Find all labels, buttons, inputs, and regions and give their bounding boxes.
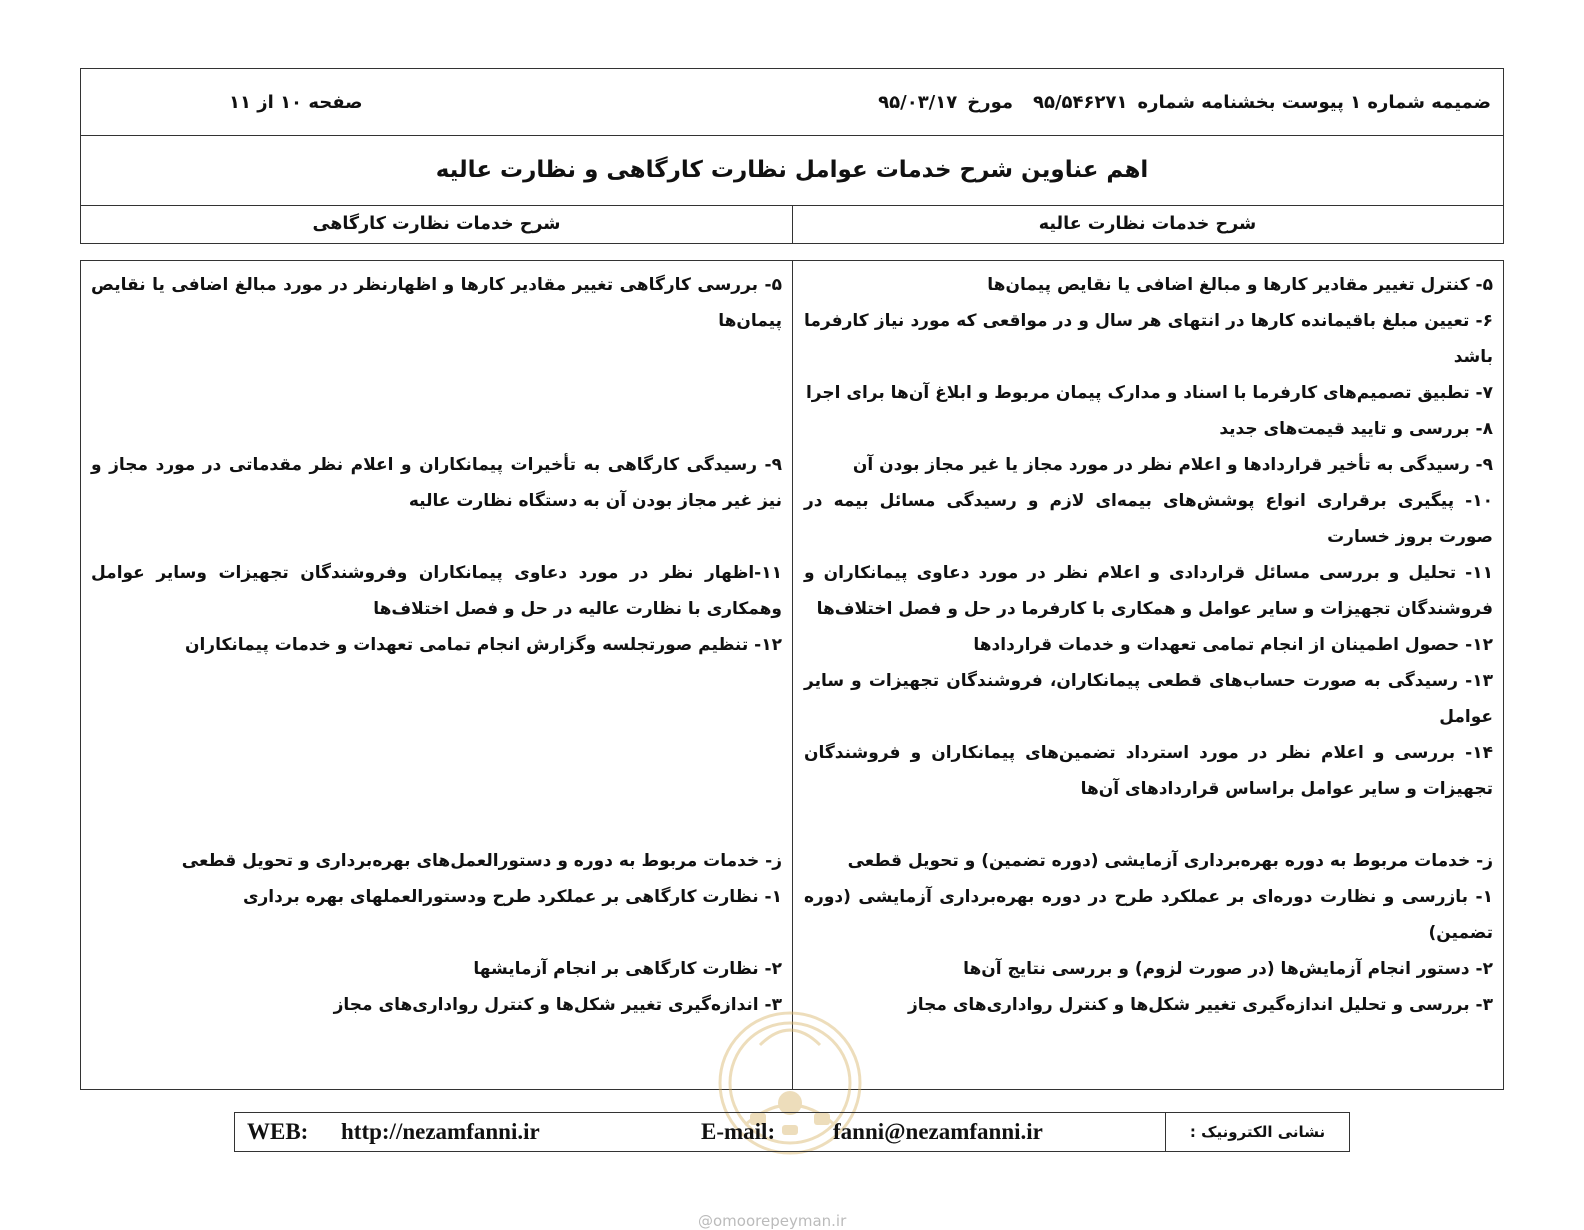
list-item — [91, 411, 782, 447]
web-label: WEB: — [247, 1119, 309, 1144]
page-title: اهم عناوین شرح خدمات عوامل نظارت کارگاهی و نظارت عالیه — [435, 157, 1149, 183]
column-divider — [792, 205, 793, 243]
list-item — [91, 519, 782, 555]
list-item: ۱- بازرسی و نظارت دوره‌ای بر عملکرد طرح در دوره بهره‌برداری آزمایشی (دوره تضمین) — [804, 887, 1493, 943]
site-credit: @omoorepeyman.ir — [698, 1212, 847, 1230]
list-item: ز- خدمات مربوط به دوره و دستورالعمل‌های بهره‌برداری و تحویل قطعی — [181, 851, 782, 871]
column-header-supreme-supervision: شرح خدمات نظارت عالیه — [1038, 214, 1257, 234]
list-item — [91, 663, 782, 699]
site-supervision-column — [81, 261, 792, 1089]
list-item: ۲- دستور انجام آزمایش‌ها (در صورت لزوم) و بررسی نتایج آن‌ها — [963, 959, 1493, 979]
list-item: ۱۱-اظهار نظر در مورد دعاوی پیمانکاران وفروشندگان تجهیزات وسایر عوامل وهمکاری با نظارت عالیه در حل و فصل اختلاف‌ها — [91, 563, 782, 619]
list-item: ۹- رسیدگی کارگاهی به تأخیرات پیمانکاران و اعلام نظر مقدماتی در مورد مجاز و نیز غیر مجاز بودن آن به دستگاه نظارت عالیه — [91, 455, 782, 511]
list-item — [91, 735, 782, 771]
list-item: ۱۳- رسیدگی به صورت حساب‌های قطعی پیمانکاران، فروشندگان تجهیزات و سایر عوامل — [804, 671, 1493, 727]
circular-reference-prefix: ضمیمه شماره ۱ پیوست بخشنامه شماره — [1137, 91, 1491, 113]
header-title-row — [81, 135, 1503, 206]
list-item — [804, 807, 1493, 843]
list-item: ۶- تعیین مبلغ باقیمانده کارها در انتهای هر سال و در مواقعی که مورد نیاز کارفرما باشد — [804, 311, 1493, 367]
list-item: ۹- رسیدگی به تأخیر قراردادها و اعلام نظر در مورد مجاز یا غیر مجاز بودن آن — [852, 455, 1493, 475]
column-headers-row — [81, 205, 1503, 243]
list-item — [91, 339, 782, 375]
date-label: مورخ — [967, 91, 1013, 113]
list-item: ۱۲- تنظیم صورتجلسه وگزارش انجام تمامی تعهدات و خدمات پیمانکاران — [184, 635, 782, 655]
header-reference-row — [81, 69, 1503, 136]
list-item: ۳- اندازه‌گیری تغییر شکل‌ها و کنترل رواداری‌های مجاز — [333, 995, 782, 1015]
list-item: ۱۰- پیگیری برقراری انواع پوشش‌های بیمه‌ای لازم و رسیدگی مسائل بیمه در صورت بروز خسارت — [804, 491, 1493, 547]
list-item — [91, 375, 782, 411]
contact-label: نشانی الکترونیک : — [1165, 1113, 1349, 1151]
list-item — [91, 915, 782, 951]
web-link[interactable]: http://nezamfanni.ir — [341, 1119, 540, 1144]
page-number: صفحه ۱۰ از ۱۱ — [229, 91, 363, 113]
list-item: ۵- بررسی کارگاهی تغییر مقادیر کارها و اظهارنظر در مورد مبالغ اضافی یا نقایص پیمان‌ها — [91, 275, 782, 331]
list-item: ۳- بررسی و تحلیل اندازه‌گیری تغییر شکل‌ها و کنترل رواداری‌های مجاز — [907, 995, 1493, 1015]
document-header — [80, 68, 1504, 244]
list-item: ۱۱- تحلیل و بررسی مسائل قراردادی و اعلام نظر در مورد دعاوی پیمانکاران و فروشندگان تجهیزات و سایر عوامل و همکاری با کارفرما در حل و فصل اختلاف‌ها — [804, 563, 1493, 619]
list-item: ۱۴- بررسی و اعلام نظر در مورد استرداد تضمین‌های پیمانکاران و فروشندگان تجهیزات و سایر عوامل براساس قراردادهای آن‌ها — [804, 743, 1493, 799]
circular-number: ۹۵/۵۴۶۲۷۱ — [1033, 91, 1128, 113]
list-item — [91, 699, 782, 735]
column-header-site-supervision: شرح خدمات نظارت کارگاهی — [312, 214, 561, 234]
list-item: ۱- نظارت کارگاهی بر عملکرد طرح ودستورالعملهای بهره برداری — [242, 887, 782, 907]
list-item: ۱۲- حصول اطمینان از انجام تمامی تعهدات و خدمات قراردادها — [973, 635, 1493, 655]
list-item — [91, 771, 782, 807]
email-label: E-mail: — [701, 1119, 776, 1144]
list-item: ۵- کنترل تغییر مقادیر کارها و مبالغ اضافی یا نقایص پیمان‌ها — [987, 275, 1493, 295]
email-link[interactable]: fanni@nezamfanni.ir — [833, 1119, 1043, 1144]
circular-reference — [878, 69, 1491, 135]
list-item: ز- خدمات مربوط به دوره بهره‌برداری آزمایشی (دوره تضمین) و تحویل قطعی — [847, 851, 1493, 871]
services-table — [80, 260, 1504, 1090]
list-item — [91, 807, 782, 843]
list-item: ۲- نظارت کارگاهی بر انجام آزمایشها — [473, 959, 782, 979]
list-item: ۸- بررسی و تایید قیمت‌های جدید — [1219, 419, 1493, 439]
supreme-supervision-column — [790, 261, 1503, 1089]
date-value: ۹۵/۰۳/۱۷ — [878, 91, 958, 113]
contact-footer — [234, 1112, 1350, 1152]
list-item: ۷- تطبیق تصمیم‌های کارفرما با اسناد و مدارک پیمان مربوط و ابلاغ آن‌ها برای اجرا — [805, 383, 1493, 403]
